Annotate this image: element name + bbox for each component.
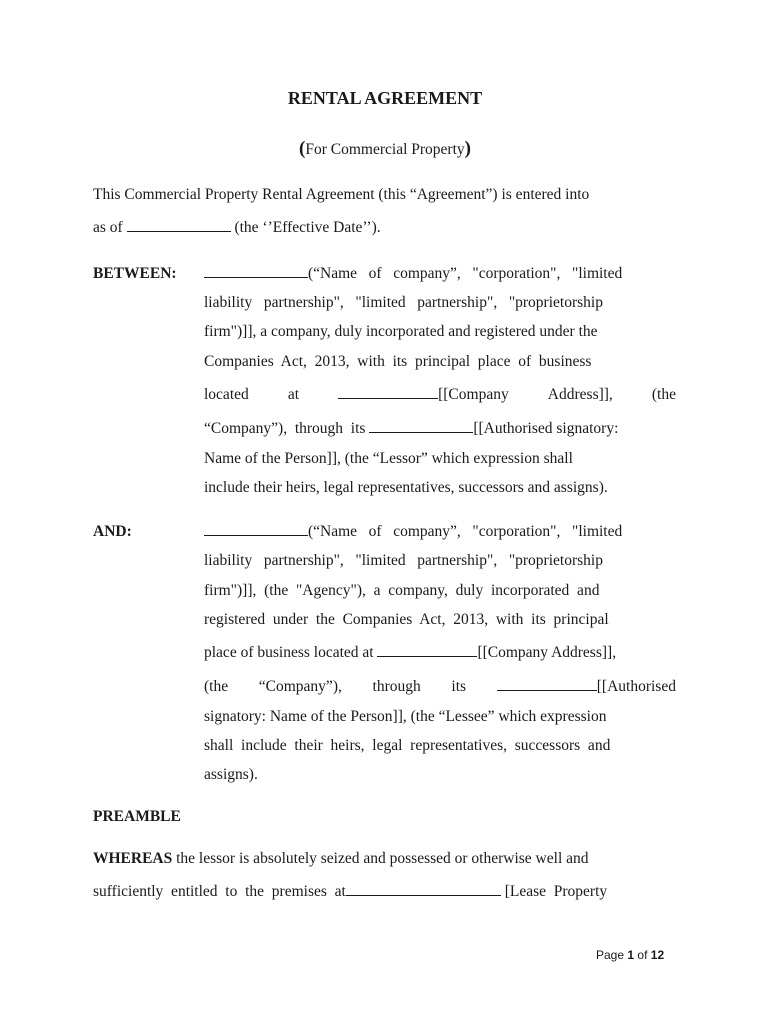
preamble-line-1 bbox=[93, 850, 589, 868]
and-line-7: signatory: Name of the Person]], (the “Lessee” which expression bbox=[204, 708, 607, 725]
preamble-line-2 bbox=[93, 883, 607, 901]
open-paren: ( bbox=[299, 138, 306, 159]
and-l6-its: its bbox=[451, 678, 467, 695]
lessor-signatory-blank[interactable] bbox=[369, 420, 473, 433]
and-line-6 bbox=[204, 678, 676, 696]
between-l5-address bbox=[338, 386, 509, 404]
footer-page-number: 1 bbox=[627, 948, 635, 962]
and-line-4: registered under the Companies Act, 2013, with its principal bbox=[204, 611, 609, 628]
lessee-address-blank[interactable] bbox=[377, 644, 477, 657]
and-line-3: firm")]], (the "Agency"), a company, duly incorporated and bbox=[204, 582, 600, 599]
document-title: RENTAL AGREEMENT bbox=[287, 88, 483, 108]
between-l6-signatory: [[Authorised signatory: bbox=[473, 420, 619, 437]
lessee-signatory-blank[interactable] bbox=[497, 678, 597, 691]
lessor-name-blank[interactable] bbox=[204, 265, 308, 278]
and-l6-the: (the bbox=[204, 678, 229, 695]
and-line-8: shall include their heirs, legal representatives, successors and bbox=[204, 737, 611, 754]
between-line-3: firm")]], a company, duly incorporated and registered under the bbox=[204, 323, 598, 340]
and-line-9: assigns). bbox=[204, 766, 258, 783]
and-label: AND: bbox=[93, 523, 132, 540]
preamble-l2-text: sufficiently entitled to the premises at bbox=[93, 883, 346, 900]
preamble-l2-lease: [Lease Property bbox=[504, 883, 608, 900]
between-l5-at: at bbox=[287, 386, 300, 403]
between-line-1 bbox=[204, 265, 622, 283]
between-l5-located: located bbox=[204, 386, 249, 403]
effective-date-blank[interactable] bbox=[127, 219, 231, 232]
and-line-1-text: (“Name of company”, "corporation", "limited bbox=[308, 523, 623, 540]
and-l6-authorised: [[Authorised bbox=[596, 678, 676, 695]
between-line-8: include their heirs, legal representatives, successors and assigns). bbox=[204, 479, 608, 496]
page-footer bbox=[596, 948, 664, 962]
and-line-1 bbox=[204, 523, 622, 541]
footer-page-word: Page bbox=[596, 948, 625, 962]
lease-property-blank[interactable] bbox=[346, 883, 501, 896]
footer-page-total: 12 bbox=[650, 948, 665, 962]
between-line-4: Companies Act, 2013, with its principal place of business bbox=[204, 353, 592, 370]
between-label: BETWEEN: bbox=[93, 265, 177, 282]
footer-of-word: of bbox=[637, 948, 648, 962]
between-l6-company: “Company”), through its bbox=[204, 420, 366, 437]
between-line-1-text: (“Name of company”, "corporation", "limited bbox=[308, 265, 623, 282]
preamble-heading: PREAMBLE bbox=[93, 808, 181, 825]
lessor-address-blank[interactable] bbox=[338, 386, 438, 399]
intro-as-of: as of bbox=[93, 219, 123, 236]
whereas-keyword: WHEREAS bbox=[93, 850, 173, 867]
preamble-line-1-text: the lessor is absolutely seized and possessed or otherwise well and bbox=[176, 850, 589, 867]
between-l5-company: [[Company bbox=[438, 386, 509, 403]
intro-line-1: This Commercial Property Rental Agreement (this “Agreement”) is entered into bbox=[93, 186, 590, 203]
document-subtitle bbox=[0, 138, 770, 160]
between-line-2: liability partnership", "limited partnership", "proprietorship bbox=[204, 294, 603, 311]
and-l6-through: through bbox=[372, 678, 421, 695]
between-line-6 bbox=[204, 420, 618, 438]
between-l5-address-word: Address]], bbox=[547, 386, 613, 403]
between-l5-the: (the bbox=[651, 386, 676, 403]
and-l6-signatory bbox=[497, 678, 676, 696]
and-line-5 bbox=[204, 644, 616, 662]
subtitle-text: For Commercial Property bbox=[305, 141, 465, 158]
and-l5-place: place of business located at bbox=[204, 644, 374, 661]
between-line-5 bbox=[204, 386, 676, 404]
and-l6-company: “Company”), bbox=[258, 678, 342, 695]
intro-line-2 bbox=[93, 219, 381, 237]
close-paren: ) bbox=[464, 138, 471, 159]
and-line-2: liability partnership", "limited partnership", "proprietorship bbox=[204, 552, 603, 569]
lessee-name-blank[interactable] bbox=[204, 523, 308, 536]
between-line-7: Name of the Person]], (the “Lessor” which expression shall bbox=[204, 450, 573, 467]
intro-effective-date: (the ‘’Effective Date’’). bbox=[234, 219, 381, 236]
and-l5-address: [[Company Address]], bbox=[477, 644, 617, 661]
